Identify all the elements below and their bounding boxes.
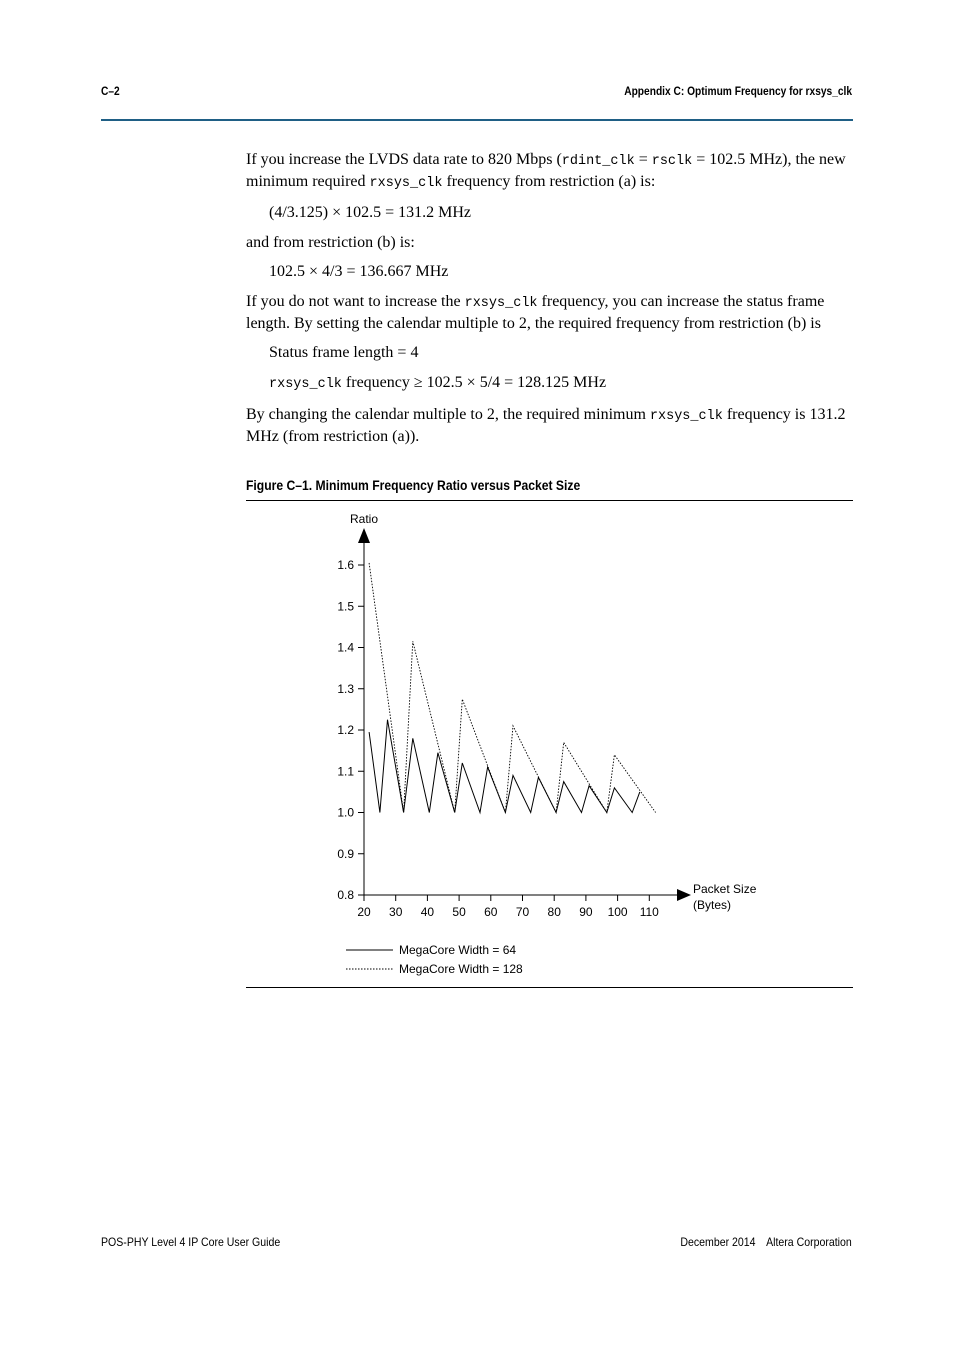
code-run: rxsys_clk [369, 176, 443, 191]
page-number: C–2 [101, 84, 120, 98]
text-run: If you increase the LVDS data rate to 820 Mbps ( [246, 151, 562, 168]
x-tick-label: 40 [420, 905, 435, 919]
legend-label-1: MegaCore Width = 64 [399, 943, 517, 957]
code-run: rsclk [651, 154, 693, 169]
figure-bottom-rule [246, 987, 853, 988]
code-run: rxsys_clk [269, 377, 342, 392]
y-tick-label: 0.8 [337, 888, 354, 902]
series-line-1 [369, 720, 640, 813]
section-title: Appendix C: Optimum Frequency for rxsys_clk [624, 84, 852, 98]
x-tick-label: 30 [389, 905, 403, 919]
code-run: rxsys_clk [649, 409, 723, 424]
equation-3: Status frame length = 4 [269, 344, 419, 361]
text-run: If you do not want to increase the [246, 293, 465, 310]
x-tick-label: 20 [357, 905, 371, 919]
y-axis-label: Ratio [349, 512, 379, 526]
x-axis-arrow [677, 889, 691, 901]
x-tick-label: 70 [515, 905, 530, 919]
x-tick-label: 50 [452, 905, 466, 919]
equation-1: (4/3.125) × 102.5 = 131.2 MHz [269, 204, 472, 221]
x-tick-label: 60 [484, 905, 498, 919]
footer-date: December 2014 [680, 1235, 756, 1249]
x-axis-label: Packet Size [693, 882, 757, 896]
footer-company: Altera Corporation [766, 1235, 852, 1249]
y-tick-label: 1.4 [337, 640, 354, 655]
text-run: By changing the calendar multiple to 2, the required minimum [246, 406, 650, 423]
x-tick-label: 110 [639, 905, 659, 919]
code-run: rxsys_clk [464, 296, 538, 311]
text-run: frequency is 131.2 MHz (from restriction (a)). [246, 406, 846, 445]
x-tick-label: 100 [607, 905, 628, 919]
text-run: = 102.5 MHz), the new minimum required [246, 151, 846, 190]
code-run: rdint_clk [561, 154, 635, 169]
y-tick-label: 1.6 [337, 558, 354, 572]
text-run: frequency ≥ 102.5 × 5/4 = 128.125 MHz [341, 374, 607, 391]
paragraph-2: and from restriction (b) is: [246, 234, 415, 251]
footer-info [681, 1235, 852, 1249]
y-tick-label: 1.2 [337, 723, 354, 737]
y-tick-label: 1.3 [337, 681, 354, 696]
legend-label-2: MegaCore Width = 128 [399, 962, 523, 976]
y-axis-arrow [358, 528, 370, 543]
equation-2: 102.5 × 4/3 = 136.667 MHz [269, 263, 449, 280]
x-tick-label: 90 [579, 905, 593, 919]
y-tick-label: 1.0 [337, 805, 354, 820]
series-line-2 [369, 563, 655, 813]
y-tick-label: 0.9 [337, 846, 354, 861]
footer-doc-title: POS-PHY Level 4 IP Core User Guide [101, 1235, 281, 1249]
text-run: = [634, 151, 652, 168]
y-tick-label: 1.5 [337, 599, 354, 614]
text-run: frequency, you can increase the status frame length. By setting the calendar multiple to 2, the required frequency from restriction (b) is [246, 293, 825, 332]
text-run: frequency from restriction (a) is: [442, 173, 656, 190]
x-axis-label-unit: (Bytes) [693, 898, 732, 912]
y-tick-label: 1.1 [337, 764, 354, 779]
figure-title: Figure C–1. Minimum Frequency Ratio versus Packet Size [246, 478, 581, 493]
x-tick-label: 80 [547, 905, 561, 919]
